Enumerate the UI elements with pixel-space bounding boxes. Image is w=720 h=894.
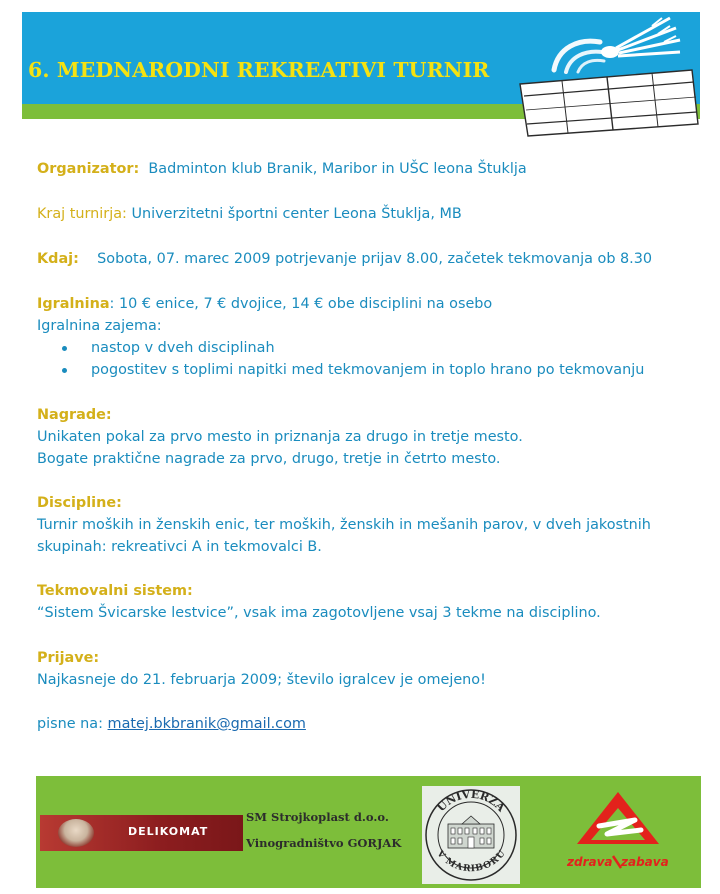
header-banner	[22, 12, 700, 130]
fee-includes: Igralnina zajema:	[37, 318, 162, 334]
venue-value: Univerzitetni športni center Leona Štuklja, MB	[131, 206, 462, 222]
disciplines-section	[37, 492, 651, 558]
list-item: pogostitev s toplimi napitki med tekmovanjem in toplo hrano po tekmovanju	[37, 359, 644, 381]
zabava-logo-text: zabava	[621, 855, 669, 869]
fee-includes-list	[37, 337, 644, 381]
venue-label: Kraj turnirja:	[37, 206, 127, 222]
date-value: Sobota, 07. marec 2009 potrjevanje prijav 8.00, začetek tekmovanja ob 8.30	[97, 251, 653, 267]
page-title: 6. MEDNARODNI REKREATIVI TURNIR	[28, 58, 490, 82]
registration-value: Najkasneje do 21. februarja 2009; število igralcev je omejeno!	[37, 672, 486, 688]
date-row	[37, 248, 652, 270]
sponsor-name: Vinogradništvo GORJAK	[246, 836, 402, 850]
delikomat-logo-text: DELIKOMAT	[128, 825, 209, 838]
prizes-line: Unikaten pokal za prvo mesto in priznanja za drugo in tretje mesto.	[37, 429, 523, 445]
organizer-value: Badminton klub Branik, Maribor in UŠC leona Štuklja	[148, 161, 527, 177]
prizes-line: Bogate praktične nagrade za prvo, drugo, tretje in četrto mesto.	[37, 451, 501, 467]
university-seal-logo	[422, 786, 520, 884]
delikomat-logo	[40, 815, 243, 851]
university-seal-bottom-text: V MARIBORU	[434, 849, 508, 875]
prizes-section	[37, 404, 523, 470]
sponsor-name: SM Strojkoplast d.o.o.	[246, 810, 389, 824]
prizes-label: Nagrade:	[37, 407, 112, 423]
badminton-court-icon	[492, 12, 702, 142]
system-label: Tekmovalni sistem:	[37, 583, 193, 599]
email-link[interactable]: matej.bkbranik@gmail.com	[107, 716, 306, 732]
sponsors-footer	[36, 778, 701, 888]
disciplines-line: Turnir moških in ženskih enic, ter moških, ženskih in mešanih parov, v dveh jakostnih	[37, 517, 651, 533]
registration-label: Prijave:	[37, 650, 100, 666]
venue-row	[37, 203, 462, 225]
organizer-label: Organizator:	[37, 161, 140, 177]
contact-prefix: pisne na:	[37, 716, 108, 732]
disciplines-line: skupinah: rekreativci A in tekmovalci B.	[37, 539, 322, 555]
university-seal-top-text: UNIVERZA	[434, 787, 508, 815]
registration-section	[37, 647, 486, 691]
contact-row	[37, 713, 306, 735]
system-value: “Sistem Švicarske lestvice”, vsak ima zagotovljene vsaj 3 tekme na disciplino.	[37, 605, 601, 621]
system-section	[37, 580, 601, 624]
fee-section	[37, 293, 644, 381]
list-item: nastop v dveh disciplinah	[37, 337, 644, 359]
date-label: Kdaj:	[37, 251, 79, 267]
organizer-row	[37, 158, 527, 180]
coffee-cup-icon	[58, 819, 94, 847]
fee-value: : 10 € enice, 7 € dvojice, 14 € obe disciplini na osebo	[109, 296, 493, 312]
zdrava-zabava-logo	[563, 790, 673, 880]
disciplines-label: Discipline:	[37, 495, 122, 511]
fee-label: Igralnina	[37, 296, 110, 312]
zdrava-logo-text: zdrava	[567, 855, 613, 869]
